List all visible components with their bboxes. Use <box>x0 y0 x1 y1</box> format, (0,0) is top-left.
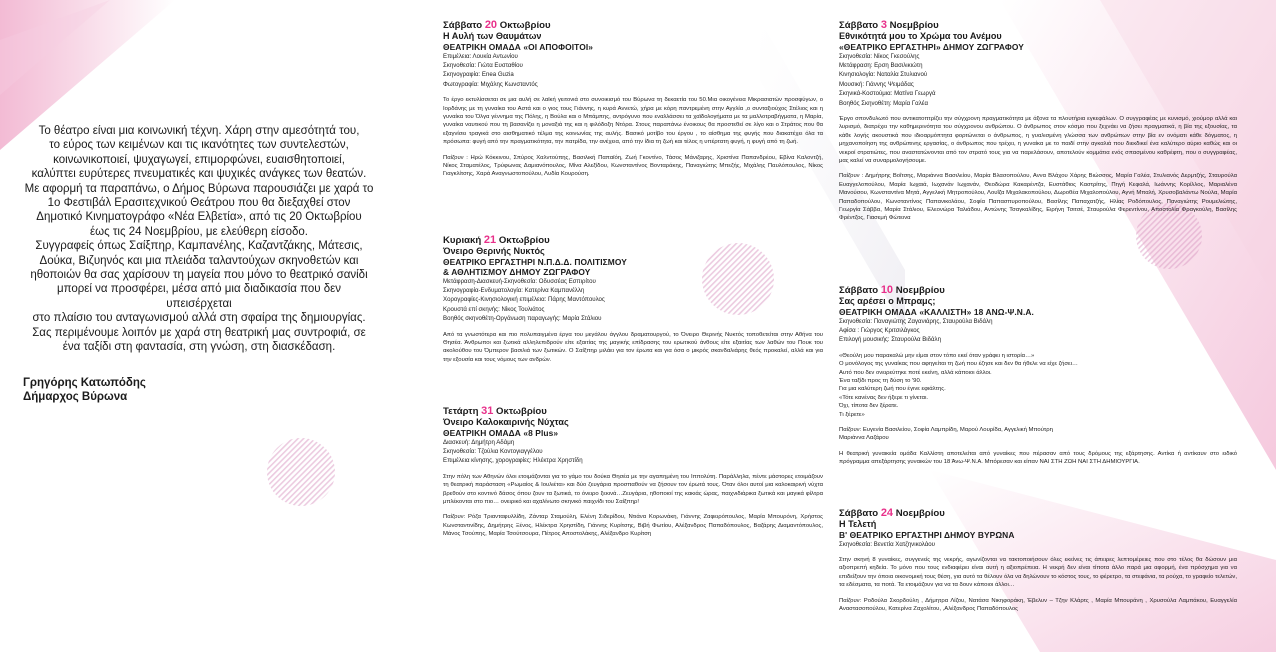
event-title: Όνειρο Θερινής Νυκτός <box>443 246 545 256</box>
event-date <box>443 406 823 417</box>
intro-line: κοινωνικοποιεί, ψυχαγωγεί, επιμορφώνει, ευαισθητοποιεί, <box>53 153 345 166</box>
credit-line: Μετάφραση: Ερση Βασιλικιώτη <box>839 61 923 69</box>
quote-line: Ένα ταξίδι προς τη δύση το '90. <box>839 377 922 384</box>
event-block <box>839 508 1237 613</box>
event-credits <box>443 52 823 90</box>
event-month: Οκτωβρίου <box>498 235 550 246</box>
intro-line: ένα ταξίδι στη φαντασία, στη γνώση, στη διασκέδαση. <box>62 341 336 354</box>
intro-line: μπορεί να προσφέρει, μέσα από μια διαδικασία που δεν υπεισέρχεται <box>56 283 342 310</box>
event-description: Έργο σπονδυλωτό που αντικατοπτρίζει την σύγχρονη πραγματικότητα με άξονα τα πλουτήρια εγκεφάλων. Ο συγγραφέας με κυνισμό, χιούμορ αλλά και λυρισμό, διατρέχει την καθημερινότητα του σύγχρονου ανθρώπου. Ο άνθρωπος στον κόσμο που ξεχνάει να ζήσει πραγματικά, η βία της εξουσίας, τα κάθε λογής ακουστικά που ιδιοαρμόπτητα φορτώνεται ο άνθρωπος, η γυαλισμένη γλώσσα των ανθρώπων στην βία εν ονόματι κάθε δόγματος, η μηχανοποίηση της ανθρώπινης εργασίας, ο άνθρωπος που τρέχει, η γυναίκα με το παιδί στην αγκαλιά που διεκδικεί ένα καλύτερο αύριο καθώς και οι νεκροί στρατιώτες, που αναστατώνονται από τον στρατό τους για να παρελάσουν, αποτελούν κομμάτια ενός σπασμένου καθρέφτη, που ο συγγραφέας, μας καλεί να συναρμολογήσουμε. <box>839 115 1237 164</box>
intro-text <box>23 124 375 355</box>
credit-line: Κρουστά επί σκηνής: Νίκος Τουλιάτος <box>443 305 545 313</box>
event-group: ΘΕΑΤΡΙΚΗ ΟΜΑΔΑ «ΟΙ ΑΠΟΦΟΙΤΟΙ» <box>443 41 594 52</box>
credit-line: Μουσική: Γιάννης Ψειμάδας <box>839 80 914 88</box>
credit-line: Επιμέλεια κίνησης, χορογραφίες: Ηλέκτρα Χρηστίδη <box>443 457 583 465</box>
event-description: Το έργο εκτυλίσσεται σε μια αυλή σε λαϊκή γειτονιά στο συνοικισμό του Βύρωνα τη δεκαετία του 50.Μια οικογένεια Μικρασιατών προσφύγων, ο Ιορδάνης με τη γυναίκα του Αστά και ο γιος τους Γιάννης, η κυρά Αννετώ, χήρα με κόρη παντρεμένη στην Αγγλία ,ο συνταξιούχος Στέλιος και η γυναίκα του Όλγα γέννημα της Πόλης, η Βούλα και ο Μπάμπης, αντρόγυνο που εναλλάσσει τα χαϊδολογήματα με τα μαλλοτραβήγματα, η Μαρία, γυναίκα ναυτικού που τη βασανίζει η μοναξιά της και η φιλόδοξη Ντόρα. Στους παραπάνω ένοικους θα προστεθεί σε λίγο και ο Στράτος που θα εξαγνίσει τραγικά στο αισθηματικό τέλμα της κοινωνίας της αυλής. Βασικό μοτίβο του έργου , το αίσθημα της φυγής που διακατέχει όλα τα πρόσωπα: φυγή από την πραγματικότητα, την πατρίδα, την ανέχεια, από την ίδια τη ζωή και τέλος η υπέρτατη φυγή, η φυγή από τη ζωή. <box>443 97 823 146</box>
event-title: Η Αυλή των Θαυμάτων <box>443 31 542 41</box>
credit-line: Μετάφραση-Διασκευή-Σκηνοθεσία: Οδυσσέας Εσπιρίτου <box>443 277 596 285</box>
events-column-right <box>839 20 1237 650</box>
event-credits <box>443 277 823 324</box>
intro-line: το εύρος των κειμένων και τις ικανότητες των συντελεστών, <box>49 139 349 152</box>
event-description: Από τα γνωστότερα και πιο πολυπαιγμένα έργα του μεγάλου άγγλου δραματουργού, το Όνειρο Θερινής Νυκτός τοποθετείται στην Αθήνα του Θησέα. Άνθρωποι και ξωτικά αλληλεπιδρούν είτε εξαιτίας της μαγικής επίδρασης του ερωτικού άνθους είτε εξαιτίας των λαθών του Πουκ του ακολούθου του Όμπερον βασιλιά των ξωτικών. Ο Σαίξπηρ μιλάει για τον έρωτα και για όσα ο μικρός σκανδαλιάρης θεός προκαλεί, αλλά και για την εξουσία και τους νόμους των ανδρών. <box>443 331 823 363</box>
quote-line: «Θεούλη μου παρακαλώ μην είμαι στον τόπο εκεί όταν γράφει η ιστορία…» <box>839 352 1035 359</box>
credit-line: Επιλογή μουσικής: Σταυρούλα Βιδάλη <box>839 336 941 344</box>
credit-line: Σκηνοθεσία: Βενετία Χατζηνικολάου <box>839 540 936 548</box>
event-day-number: 24 <box>880 507 894 519</box>
intro-line: 1ο Φεστιβάλ Ερασιτεχνικού Θεάτρου που θα διεξαχθεί στον <box>47 197 351 210</box>
credit-line: Σκηνογραφία: Εnea Guzia <box>443 71 514 79</box>
credit-line: Επιμέλεια: Λουκία Αντωνίου <box>443 52 518 60</box>
credit-line: Διασκευή: Δημήτρη Αδάμη <box>443 438 515 446</box>
event-day-number: 3 <box>880 19 887 31</box>
quote-line: Ο μονόλογος της γυναίκας που αφηγείται τη ζωή που έζησε και δεν θα ήθελε να είχε ζήσει… <box>839 361 1078 368</box>
event-block <box>443 235 823 364</box>
signature <box>23 376 223 404</box>
event-description: Στην πόλη των Αθηνών όλοι ετοιμάζονται για το γάμο του δούκα Θησέα με την αγαπημένη του Ιππολύτη. Παράλληλα, πέντε μάστορες ετοιμάζουν τη θεατρική παράσταση «Ρωμαίος & Ιουλιέτα» και δύο ζευγάρια προσπαθούν να ζήσουν τον έρωτά τους. Όταν όλοι αυτοί μια καλοκαιρινή νύχτα βρεθούν στο κοντινό δάσος όπου ζουν τα ξωτικά, το όνειρο ξεκινά…Ζευγάρια, ηθοποιοί της κακιάς ώρας, παιχνιδιάρικα ξωτικά και μαγικά φίλτρα μπλέκονται στο πιο… ονειρικό και αχαλίνωτο σκηνικό παιχνίδι του Σαίξπηρ! <box>443 473 823 505</box>
event-day: Σάββατο <box>839 508 879 519</box>
event-date <box>839 20 1237 31</box>
event-group: Β' ΘΕΑΤΡΙΚΟ ΕΡΓΑΣΤΗΡΙ ΔΗΜΟΥ ΒΥΡΩΝΑ <box>839 529 1015 540</box>
events-column-middle <box>443 20 823 650</box>
credit-line: Σκηνικά-Κοστούμια: Ματίνα Γεωργά <box>839 90 936 98</box>
event-credits <box>443 438 823 466</box>
event-title: Όνειρο Καλοκαιρινής Νύχτας <box>443 417 569 427</box>
event-title: Η Τελετή <box>839 519 877 529</box>
event-date <box>839 508 1237 519</box>
event-cast: Παίζουν: Ροδούλα Σκορδούλη , Δήμητρα Λίζου, Νατάσα Νικηφοράκη, Έβελυν – Τζην Κλάρτς , Μαρία Μπουράνη , Χρυσούλα Λαμπάκου, Ευαγγελία Αναστασοπούλου, Κατερίνα Ζαχολίτου, ,Αλέξανδρος Παπαδόπουλος <box>839 597 1237 612</box>
event-day: Κυριακή <box>443 235 482 246</box>
intro-line: Το θέατρο είναι μια κοινωνική τέχνη. Χάρη στην αμεσότητά του, <box>38 125 360 137</box>
credit-line: Σκηνοθεσία: Τζούλια Κοντογιαγγέλου <box>443 447 543 455</box>
event-month: Οκτωβρίου <box>499 20 551 31</box>
event-quote <box>839 352 1237 419</box>
intro-line: στο πλαίσιο του ανταγωνισμού αλλά στη σφαίρα της δημιουργίας. <box>32 312 366 325</box>
credit-line: Αφίσα : Γιώργος Κριτσιλάγκος <box>839 326 920 334</box>
event-description: Στην σκηνή 8 γυναίκες, συγγενείς της νεκρής, αγωνίζονται να τακτοποιήσουν όλες εκείνες τις άπειρες λεπτομέρειες που στο τέλος θα δώσουν μια αξιοπρεπή κηδεία. Το μόνο που τους ενδιαφέρει είναι αυτή η αξιοπρέπεια. Η νεκρή δεν είναι τίποτα άλλο παρά μια αφορμή, ένα πρόσχημα για να επιδείξουν την όποια οικονομική τους θέση, για αυτό τα θέλουν όλα να δηλώνουν το κόστος τους, το φέρετρο, τα στεφάνια, τα ρούχα, το γραφείο τελετών, τα εδέσματα, τα ποτά. Τα ετοιμάζουν για να τα δουν κάποιοι άλλοι… <box>839 556 1237 589</box>
event-cast: Παίζουν : Ηρώ Κόκκινου, Σπύρος Χαλντούπης, Βασιλική Παπαϊόη, Ζωή Γκοντίνο, Τάσος Μάνιζαρης, Χριστίνα Παπανδρέου, Εβίνα Καλοντζή, Νίκος Σταματέλος, Τρύφωνας Δαμιανόπουλος, Μίνα Αλεξίδου, Κωνσταντίνος Βονταράκης, Παναγιώτης Μπεζής, Μιχάλης Παυλόπουλος, Νίκος Γιαγκλίτσης, Χαρά Αναγνωστοπούλου, Λυδία Κουρούση. <box>443 154 823 178</box>
event-day: Τετάρτη <box>443 406 479 417</box>
event-group: «ΘΕΑΤΡΙΚΟ ΕΡΓΑΣΤΗΡΙ» ΔΗΜΟΥ ΖΩΓΡΑΦΟΥ <box>839 41 1024 52</box>
event-cast: Παίζουν : Δημήτρης Βοΐτσης, Μαριάννα Βασιλείου, Μαρία Βλασοπούλου, Αννα Βλάχου Χάρης Βιώσσος, Μαρία Γαλέα, Στυλιανός Δερμτζής, Σταυρούλα Ευαγγελοπούλου, Μαρία Ιωχαιά, Ιωχανάν Ιωχανάν, Θεοδώρα Κακαρέντζα, Ευστάθιος Καστρίτης, Πηγή Κεφαλά, Ιωάννης Κορίλλος, Μαριαλένα Μανούσου, Κωνσταντίνα Μητά, Αγγελική Μητροπούλου, Λουΐζα Μιχαλακοπούλου, Δωροθέα Μιχαλοπούλου, Αγνή Μπαλή, Χρυσοβαλάντω Νούλα, Μαρία Παπαδοπούλου, Κωνσταντίνος Παπανικολάου, Σοφία Παπασπυροπούλου, Βασίλης Παπαχατζής, Ηλίας Ροδόπουλος, Παναγιώτης Ρουμελιώτης, Γεωργία Σάββα, Μαρία Στάλιου, Ελεονώρα Ταλιάδου, Αντώνης Τσαγκαλίδης, Ειρήνη Τσιτσέ, Σταυρούλα Φερεντίνου, Αποστολία Φραγκούλη, Βασίλης Φρέντζος, Γιασεμή Φώτεινα <box>839 173 1237 222</box>
event-block <box>443 406 823 539</box>
event-month: Νοεμβρίου <box>895 508 945 519</box>
credit-line: Σκηνοθεσία: Παναγιώτης Ζαγανιάρης, Σταυρούλα Βιδάλη <box>839 317 993 325</box>
intro-line: Με αφορμή τα παραπάνω, ο Δήμος Βύρωνα παρουσιάζει με χαρά το <box>24 182 374 195</box>
event-block <box>839 20 1237 223</box>
event-day-number: 10 <box>880 284 894 296</box>
event-credits <box>839 52 1237 108</box>
credit-line: Κινησιολογία: Ναταλία Στυλιανού <box>839 71 928 79</box>
signature-name: Γρηγόρης Κατωπόδης <box>23 377 146 389</box>
credit-line: Χορογραφίες-Κινησιολογική επιμέλεια: Πάρης Μαντόπουλος <box>443 296 605 304</box>
event-date <box>839 285 1237 296</box>
event-date <box>443 20 823 31</box>
intro-line: καλύπτει ευρύτερες πνευματικές και ψυχικές ανάγκες των θεατών. <box>31 168 367 181</box>
signature-role: Δήμαρχος Βύρωνα <box>23 391 128 403</box>
event-day-number: 20 <box>484 19 498 31</box>
event-date <box>443 235 823 246</box>
intro-line: ηθοποιών θα σας χαρίσουν τη μαγεία που μόνο το θεατρικό σανίδι <box>30 269 368 282</box>
credit-line: Σκηνοθεσία: Νίκος Γκεσούλης <box>839 52 920 60</box>
event-credits <box>839 540 1237 549</box>
striped-circle-decoration <box>267 438 335 506</box>
event-credits <box>839 317 1237 345</box>
event-group: ΘΕΑΤΡΙΚΗ ΟΜΑΔΑ «8 Plus» <box>443 427 559 438</box>
event-day: Σάββατο <box>839 285 879 296</box>
event-title: Εθνικότητά μου το Χρώμα του Ανέμου <box>839 31 1002 41</box>
event-cast: Παίζουν: Ευγενία Βασιλείου, Σοφία Λαμπρίδη, Μαρού Λουρίδα, Αγγελική Μπούτρη Μαριάννα Λαζάρου <box>839 426 1053 442</box>
event-block <box>839 285 1237 467</box>
quote-line: Αυτό που δεν ονειρεύτηκε ποτέ εκείνη, αλλά κάποιοι άλλοι. <box>839 369 992 376</box>
credit-line: Βοηθός Σκηνοθέτη: Μαρία Γαλέα <box>839 99 928 107</box>
event-description: Η θεατρική γυναικεία ομάδα Καλλίστη αποτελείται από γυναίκες που πέρασαν από τους δρόμους της εξάρτησης. Αντίκα ή αντίκαυν στο ειδικό πρόγραμμα απεξάρτησης γυναικών του 18 Άνω-Ψ.Ν.Α. Μπόρεσαν και είπαν ΝΑΙ ΣΤΗ ΖΩΗ ΝΑΙ ΣΤΗ ΔΗΜΙΟΥΡΓΙΑ. <box>839 450 1237 466</box>
credit-line: Σκηνοθεσία: Γιώτα Ευσταθίου <box>443 61 523 69</box>
credit-line: Φωτογραφία: Μιχάλης Κωνσταντός <box>443 80 538 88</box>
quote-line: Τι ξέρετε» <box>839 411 865 418</box>
intro-line: έως τις 24 Νοεμβρίου, με ελεύθερη είσοδο. <box>90 225 308 238</box>
quote-line: Όχι, τίποτα δεν ξέρατε. <box>839 403 899 410</box>
event-day: Σάββατο <box>839 20 879 31</box>
credit-line: Σκηνογραφία-Ενδυματολογία: Κατερίνα Καμπανέλλη <box>443 286 585 294</box>
event-month: Οκτωβρίου <box>496 406 547 417</box>
quote-line: «Τότε κανένας δεν ήξερε τι γίνεται. <box>839 394 929 401</box>
event-cast: Παίζουν: Ρόζα Τριανταφυλλίδη, Ζάνταρ Σταμούλη, Ελένη Σιδερίδου, Ντιάνα Κορωνάκη, Γιάννης Ζαφειρόπουλος, Μαρία Μπουρόνη, Χρήστος Κωνσταντινίδης, Δημήτρης Ξένος, Ηλέκτρα Χρηστίδη, Γιάννης Κυρίτσης, Βιβή Φωτίου, Αλέξανδρος Παπαδόπουλος, Βαζάρης Διαμαντόπουλος, Μάνος Τσούπης, Μαρία Τσούτσουρα, Πέτρος Αποστολάκης, Αλέξανδρο Κυρίτση <box>443 514 823 538</box>
event-month: Νοεμβρίου <box>895 285 945 296</box>
event-day: Σάββατο <box>443 20 483 31</box>
event-month: Νοεμβρίου <box>889 20 939 31</box>
event-group: ΘΕΑΤΡΙΚΟ ΕΡΓΑΣΤΗΡΙ Ν.Π.Δ.Δ. ΠΟΛΙΤΙΣΜΟΥ & ΑΘΛΗΤΙΣΜΟΥ ΔΗΜΟΥ ΖΩΓΡΑΦΟΥ <box>443 256 627 277</box>
event-title: Σας αρέσει ο Μπραμς; <box>839 296 936 306</box>
event-day-number: 31 <box>481 405 494 417</box>
event-group: ΘΕΑΤΡΙΚΗ ΟΜΑΔΑ «ΚΑΛΛΙΣΤΗ» 18 ΑΝΩ-Ψ.Ν.Α. <box>839 306 1034 317</box>
intro-line: Δούκα, Βιζυηνός και μια πλειάδα ταλαντούχων σκηνοθετών και <box>39 254 359 267</box>
quote-line: Για μια καλύτερη ζωή που έγινε εφιάλτης. <box>839 386 946 393</box>
intro-line: Δημοτικό Κινηματογράφο «Νέα Ελβετία», από τις 20 Οκτωβρίου <box>36 211 362 224</box>
intro-line: Συγγραφείς όπως Σαίξπηρ, Καμπανέλης, Καζαντζάκης, Μάτεσις, <box>35 240 363 253</box>
credit-line: Βοηθός σκηνοθέτη-Οργάνωση παραγωγής: Μαρία Στάλιου <box>443 315 602 323</box>
intro-line: Σας περιμένουμε λοιπόν με χαρά στη θεατρική μας συντροφιά, σε <box>32 326 366 339</box>
event-block <box>443 20 823 179</box>
event-day-number: 21 <box>483 234 497 246</box>
